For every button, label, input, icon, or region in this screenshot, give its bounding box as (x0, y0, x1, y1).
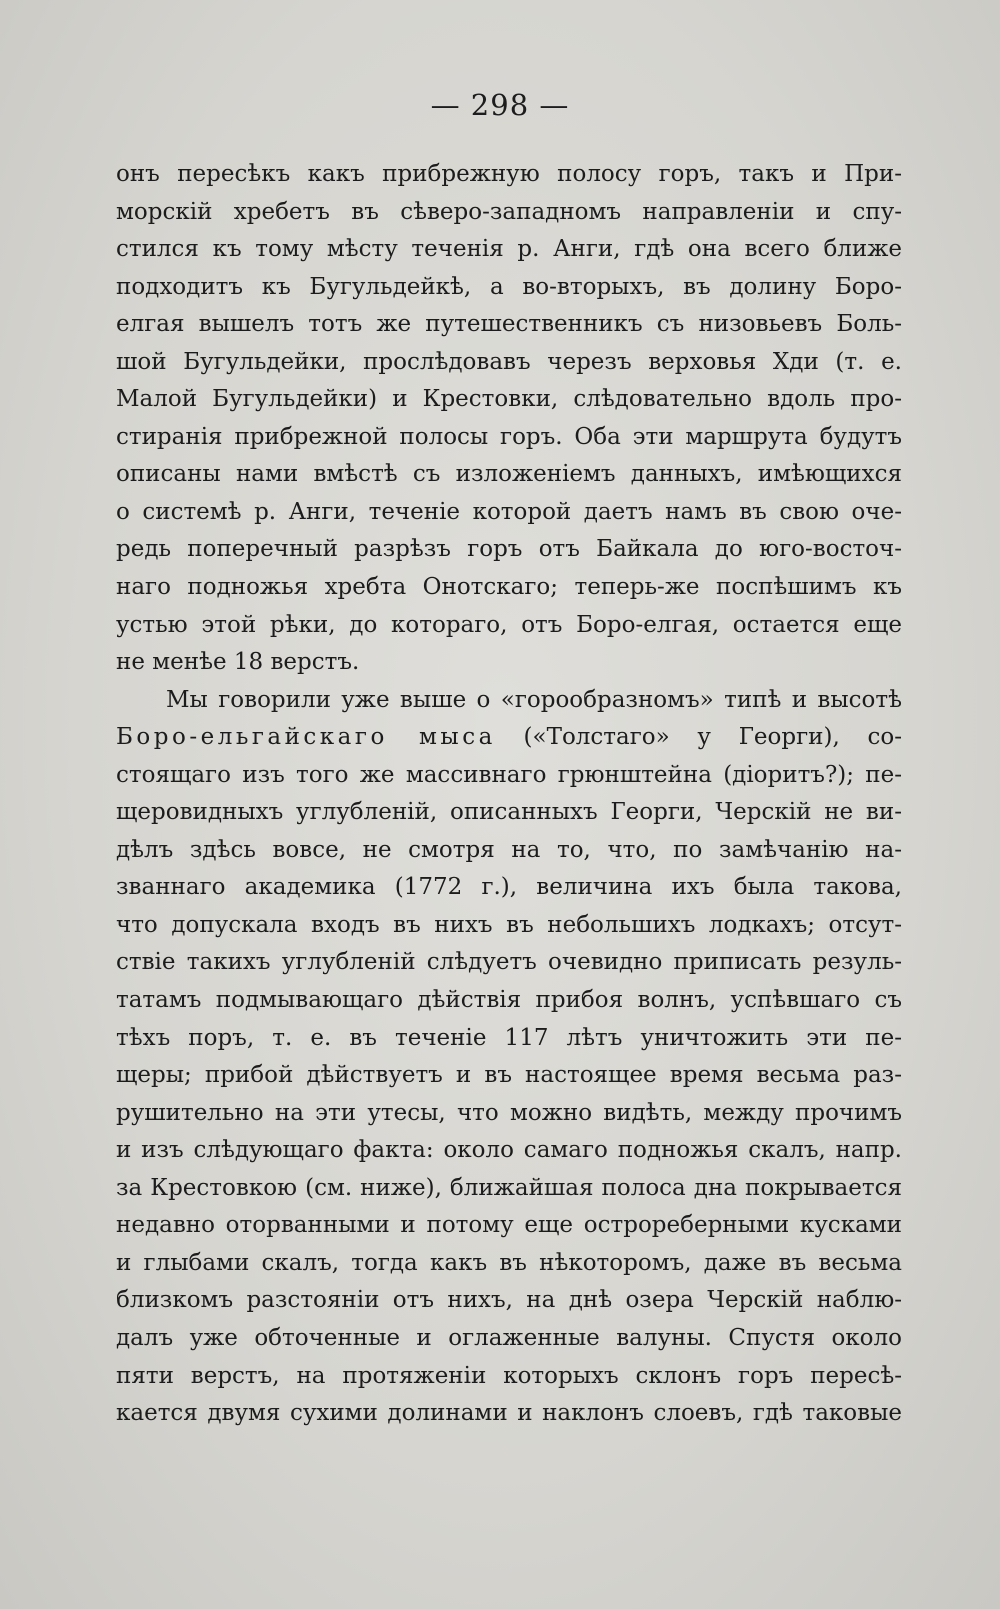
spaced-term: Боро-ельгайскаго мыса (116, 724, 496, 751)
text-line: дѣлъ здѣсь вовсе, не смотря на то, что, по замѣчанію на- (116, 836, 902, 863)
page-number: — 298 — (430, 88, 570, 122)
text-line: подходитъ къ Бугульдейкѣ, а во-вторыхъ, въ долину Боро- (116, 273, 902, 300)
text-line: ствіе такихъ углубленій слѣдуетъ очевидно приписать резуль- (116, 949, 902, 976)
text-line: недавно оторванными и потому еще острореберными кусками (116, 1212, 902, 1239)
text-line: стиранія прибрежной полосы горъ. Оба эти маршрута будутъ (116, 423, 902, 450)
text-span: («Толстаго» у Георги), со- (495, 724, 902, 751)
text-line: тѣхъ поръ, т. е. въ теченіе 117 лѣтъ уничтожить эти пе- (116, 1024, 902, 1051)
text-line: далъ уже обточенные и оглаженные валуны. Спустя около (116, 1324, 902, 1351)
text-line: елгая вышелъ тотъ же путешественникъ съ низовьевъ Боль- (116, 311, 902, 338)
text-line: званнаго академика (1772 г.), величина ихъ была такова, (116, 874, 902, 901)
text-line: описаны нами вмѣстѣ съ изложеніемъ данныхъ, имѣющихся (116, 461, 902, 488)
text-line: стоящаго изъ того же массивнаго грюнштейна (діоритъ?); пе- (116, 761, 902, 788)
text-line: Малой Бугульдейки) и Крестовки, слѣдовательно вдоль про- (116, 386, 902, 413)
text-line: стился къ тому мѣсту теченія р. Анги, гдѣ она всего ближе (116, 236, 902, 263)
text-line: редь поперечный разрѣзъ горъ отъ Байкала до юго-восточ- (116, 536, 902, 563)
text-line: и изъ слѣдующаго факта: около самаго подножья скалъ, напр. (116, 1137, 902, 1164)
text-line: онъ пересѣкъ какъ прибрежную полосу горъ, такъ и При- (116, 161, 902, 187)
text-line: морскій хребетъ въ сѣверо-западномъ направленіи и спу- (116, 198, 902, 225)
text-line: близкомъ разстояніи отъ нихъ, на днѣ озера Черскій наблю- (116, 1287, 902, 1314)
text-line: устью этой рѣки, до котораго, отъ Боро-елгая, остается еще (116, 611, 902, 638)
text-line: щеры; прибой дѣйствуетъ и въ настоящее время весьма раз- (116, 1062, 902, 1089)
text-line: щеровидныхъ углубленій, описанныхъ Георги, Черскій не ви- (116, 799, 902, 826)
text-line: рушительно на эти утесы, что можно видѣть, между прочимъ (116, 1099, 902, 1126)
text-line: о системѣ р. Анги, теченіе которой даетъ намъ въ свою оче- (116, 498, 902, 525)
text-line: татамъ подмывающаго дѣйствія прибоя волнъ, успѣвшаго съ (116, 987, 902, 1014)
text-line: пяти верстъ, на протяженіи которыхъ склонъ горъ пересѣ- (116, 1362, 902, 1389)
text-line: что допускала входъ въ нихъ въ небольшихъ лодкахъ; отсут- (116, 911, 902, 938)
text-line: за Крестовкою (см. ниже), ближайшая полоса дна покрывается (116, 1174, 902, 1201)
text-line: кается двумя сухими долинами и наклонъ слоевъ, гдѣ таковые (116, 1400, 902, 1427)
paragraph-end-line: не менѣе 18 верстъ. (116, 649, 360, 676)
text-line (116, 719, 902, 757)
text-line: шой Бугульдейки, прослѣдовавъ черезъ верховья Хди (т. е. (116, 348, 902, 375)
text-line: наго подножья хребта Онотскаго; теперь-же поспѣшимъ къ (116, 574, 902, 601)
body-text (116, 156, 902, 1433)
paragraph-start-line: Мы говорили уже выше о «горообразномъ» типѣ и высотѣ (166, 686, 902, 713)
text-line: и глыбами скалъ, тогда какъ въ нѣкоторомъ, даже въ весьма (116, 1249, 902, 1276)
